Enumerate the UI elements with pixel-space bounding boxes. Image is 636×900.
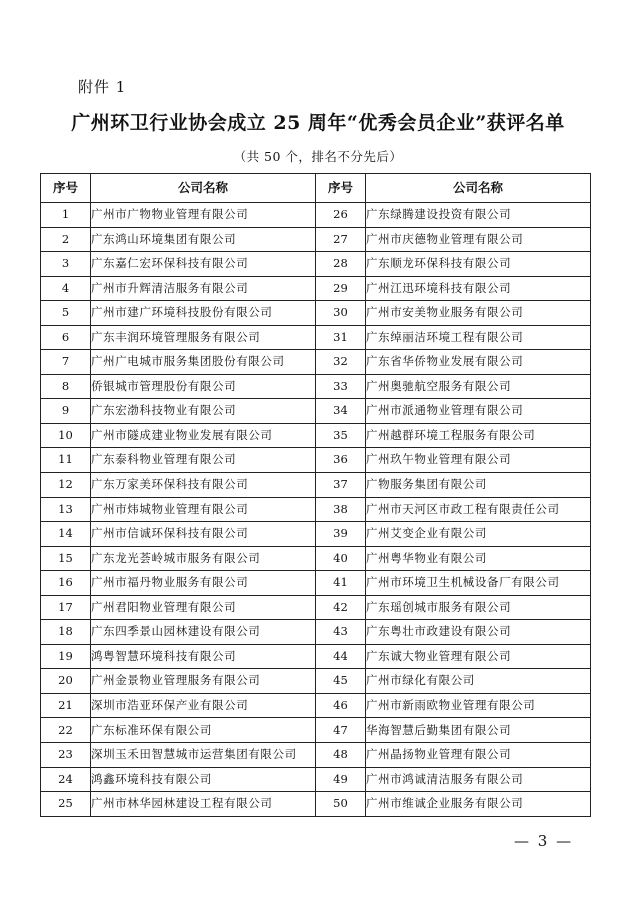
serial-left: 12 xyxy=(41,473,91,498)
serial-right: 49 xyxy=(316,767,366,792)
header-serial-right: 序号 xyxy=(316,174,366,203)
company-left: 广州市林华园林建设工程有限公司 xyxy=(91,792,316,817)
table-row xyxy=(41,595,591,620)
table-row xyxy=(41,448,591,473)
company-left: 广东丰润环境管理服务有限公司 xyxy=(91,325,316,350)
serial-left: 9 xyxy=(41,399,91,424)
table-row xyxy=(41,399,591,424)
serial-left: 5 xyxy=(41,301,91,326)
table-row xyxy=(41,571,591,596)
serial-left: 24 xyxy=(41,767,91,792)
serial-right: 47 xyxy=(316,718,366,743)
company-right: 广东瑶创城市服务有限公司 xyxy=(366,595,591,620)
serial-left: 17 xyxy=(41,595,91,620)
company-left: 广东四季景山园林建设有限公司 xyxy=(91,620,316,645)
serial-right: 32 xyxy=(316,350,366,375)
company-right: 广州玖午物业管理有限公司 xyxy=(366,448,591,473)
company-right: 广东诚大物业管理有限公司 xyxy=(366,644,591,669)
attachment-label: 附件 1 xyxy=(78,78,127,96)
company-left: 广东泰科物业管理有限公司 xyxy=(91,448,316,473)
member-list-table xyxy=(40,173,591,817)
serial-left: 20 xyxy=(41,669,91,694)
serial-left: 14 xyxy=(41,522,91,547)
serial-left: 10 xyxy=(41,423,91,448)
company-left: 深圳玉禾田智慧城市运营集团有限公司 xyxy=(91,743,316,768)
company-right: 广州市维诚企业服务有限公司 xyxy=(366,792,591,817)
company-left: 广州市隧成建业物业发展有限公司 xyxy=(91,423,316,448)
serial-right: 33 xyxy=(316,374,366,399)
serial-left: 16 xyxy=(41,571,91,596)
serial-right: 37 xyxy=(316,473,366,498)
serial-right: 39 xyxy=(316,522,366,547)
serial-left: 1 xyxy=(41,203,91,228)
company-left: 广州市建广环境科技股份有限公司 xyxy=(91,301,316,326)
serial-right: 43 xyxy=(316,620,366,645)
document-subtitle: （共 50 个，排名不分先后） xyxy=(233,149,403,164)
serial-left: 7 xyxy=(41,350,91,375)
company-left: 广州市炜城物业管理有限公司 xyxy=(91,497,316,522)
company-right: 广州市环境卫生机械设备厂有限公司 xyxy=(366,571,591,596)
table-row xyxy=(41,522,591,547)
company-left: 鸿粤智慧环境科技有限公司 xyxy=(91,644,316,669)
table-row xyxy=(41,276,591,301)
serial-right: 36 xyxy=(316,448,366,473)
table-header-row xyxy=(41,174,591,203)
table-row xyxy=(41,718,591,743)
company-right: 广东省华侨物业发展有限公司 xyxy=(366,350,591,375)
company-right: 广州江迅环境科技有限公司 xyxy=(366,276,591,301)
table-row xyxy=(41,546,591,571)
company-right: 广州晶扬物业管理有限公司 xyxy=(366,743,591,768)
serial-left: 4 xyxy=(41,276,91,301)
table-row xyxy=(41,350,591,375)
company-right: 广州奥驰航空服务有限公司 xyxy=(366,374,591,399)
serial-right: 30 xyxy=(316,301,366,326)
serial-left: 21 xyxy=(41,693,91,718)
serial-right: 40 xyxy=(316,546,366,571)
company-right: 广州市派通物业管理有限公司 xyxy=(366,399,591,424)
table-row xyxy=(41,203,591,228)
page-number: — 3 — xyxy=(514,832,574,850)
company-left: 广州市信诚环保科技有限公司 xyxy=(91,522,316,547)
serial-left: 8 xyxy=(41,374,91,399)
serial-left: 23 xyxy=(41,743,91,768)
company-right: 广州艾变企业有限公司 xyxy=(366,522,591,547)
company-left: 广东鸿山环境集团有限公司 xyxy=(91,227,316,252)
serial-right: 26 xyxy=(316,203,366,228)
company-right: 广州市鸿诚清洁服务有限公司 xyxy=(366,767,591,792)
header-company-left: 公司名称 xyxy=(91,174,316,203)
company-right: 广物服务集团有限公司 xyxy=(366,473,591,498)
company-right: 广东绿腾建设投资有限公司 xyxy=(366,203,591,228)
header-company-right: 公司名称 xyxy=(366,174,591,203)
company-right: 广东顺龙环保科技有限公司 xyxy=(366,252,591,277)
serial-left: 15 xyxy=(41,546,91,571)
company-left: 广州广电城市服务集团股份有限公司 xyxy=(91,350,316,375)
serial-right: 44 xyxy=(316,644,366,669)
table-row xyxy=(41,473,591,498)
company-left: 鸿鑫环境科技有限公司 xyxy=(91,767,316,792)
serial-left: 13 xyxy=(41,497,91,522)
company-left: 广东宏渤科技物业有限公司 xyxy=(91,399,316,424)
serial-right: 48 xyxy=(316,743,366,768)
serial-left: 19 xyxy=(41,644,91,669)
serial-right: 42 xyxy=(316,595,366,620)
serial-left: 2 xyxy=(41,227,91,252)
serial-right: 27 xyxy=(316,227,366,252)
company-right: 广州粤华物业有限公司 xyxy=(366,546,591,571)
company-right: 广州越群环境工程服务有限公司 xyxy=(366,423,591,448)
table-row xyxy=(41,325,591,350)
company-left: 广东万家美环保科技有限公司 xyxy=(91,473,316,498)
company-left: 广东龙光荟岭城市服务有限公司 xyxy=(91,546,316,571)
table-row xyxy=(41,792,591,817)
table-row xyxy=(41,423,591,448)
company-right: 广州市庆德物业管理有限公司 xyxy=(366,227,591,252)
serial-right: 31 xyxy=(316,325,366,350)
table-row xyxy=(41,252,591,277)
table-row xyxy=(41,644,591,669)
serial-right: 38 xyxy=(316,497,366,522)
serial-right: 34 xyxy=(316,399,366,424)
company-left: 侨银城市管理股份有限公司 xyxy=(91,374,316,399)
company-right: 华海智慧后勤集团有限公司 xyxy=(366,718,591,743)
company-left: 深圳市浩亚环保产业有限公司 xyxy=(91,693,316,718)
serial-right: 41 xyxy=(316,571,366,596)
company-right: 广州市新雨欧物业管理有限公司 xyxy=(366,693,591,718)
serial-right: 45 xyxy=(316,669,366,694)
table-body xyxy=(41,203,591,817)
table-row xyxy=(41,743,591,768)
company-right: 广州市绿化有限公司 xyxy=(366,669,591,694)
header-serial-left: 序号 xyxy=(41,174,91,203)
table-row xyxy=(41,669,591,694)
serial-right: 50 xyxy=(316,792,366,817)
company-left: 广东标准环保有限公司 xyxy=(91,718,316,743)
company-left: 广州金景物业管理服务有限公司 xyxy=(91,669,316,694)
table-row xyxy=(41,767,591,792)
table-row xyxy=(41,374,591,399)
company-left: 广东嘉仁宏环保科技有限公司 xyxy=(91,252,316,277)
company-left: 广州君阳物业管理有限公司 xyxy=(91,595,316,620)
company-right: 广东绰丽洁环境工程有限公司 xyxy=(366,325,591,350)
company-right: 广州市安美物业服务有限公司 xyxy=(366,301,591,326)
serial-left: 22 xyxy=(41,718,91,743)
company-left: 广州市福丹物业服务有限公司 xyxy=(91,571,316,596)
serial-right: 46 xyxy=(316,693,366,718)
table-row xyxy=(41,693,591,718)
serial-left: 18 xyxy=(41,620,91,645)
table-row xyxy=(41,497,591,522)
serial-right: 28 xyxy=(316,252,366,277)
company-right: 广州市天河区市政工程有限责任公司 xyxy=(366,497,591,522)
serial-left: 3 xyxy=(41,252,91,277)
company-left: 广州市广物物业管理有限公司 xyxy=(91,203,316,228)
table-row xyxy=(41,301,591,326)
serial-left: 11 xyxy=(41,448,91,473)
company-left: 广州市升辉清洁服务有限公司 xyxy=(91,276,316,301)
table-row xyxy=(41,620,591,645)
serial-right: 35 xyxy=(316,423,366,448)
serial-left: 6 xyxy=(41,325,91,350)
serial-left: 25 xyxy=(41,792,91,817)
serial-right: 29 xyxy=(316,276,366,301)
document-title: 广州环卫行业协会成立 25 周年“优秀会员企业”获评名单 xyxy=(71,112,565,134)
table-row xyxy=(41,227,591,252)
company-right: 广东粤壮市政建设有限公司 xyxy=(366,620,591,645)
